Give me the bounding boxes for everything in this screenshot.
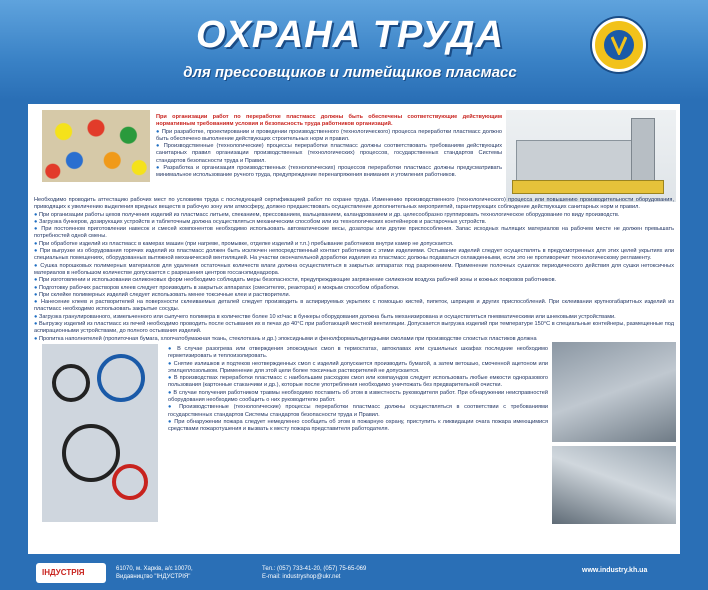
page-subtitle: для прессовщиков и литейщиков пласмасс <box>183 64 517 81</box>
footer-contacts: Тел.: (057) 733-41-20, (057) 75-65-069 E-mail: industryshop@ukr.net <box>262 566 367 580</box>
main-item: При обработке изделий из пластмасс в камерах машин (при нагреве, промывке, отделке изделий и т.п.) пребывание работников внутри камер не допускается. <box>38 240 454 247</box>
main-item: При организации работы цехов получения изделий из пластмасс литьем, спеканием, прессованием, вальцеванием, каландрованием и др. целесообразно группировать технологическое оборудование по виду производств. <box>38 211 620 218</box>
footer-website[interactable]: www.industry.kh.ua <box>582 567 648 574</box>
lower-item: В случае получения работником травмы необходимо поставить об этом в известность руководителя работ. При обнаружении неисправностей оборудования необходимо сообщить о них руководителю работ. <box>168 389 548 404</box>
lower-item: При обнаружении пожара следует немедленно сообщить об этом в пожарную охрану, приступить к ликвидации очага пожара имеющимися средствами пожаротушения и вызвать к месту пожара представителя работодателя. <box>168 418 549 433</box>
lower-lead: В случае разогрева или отверждения эпоксидных смол в термостатах, автоклавах или сушильных шкафах последние необходимо герметизировать и теплоизолировать. <box>168 346 548 360</box>
main-item: При постоянном приготовлении навесок и смесей компонентов необходимо использовать автоматические весы, дозаторы или другие приспособления. Запас исходных пылящих материалов на рабочем месте не должен превышать потребностей одной смены. <box>34 226 674 240</box>
lower-item: Производственные (технологические) процессы переработки пластмасс должны осуществляться в соответствии с требованиями государственных стандартов Системы стандартов безопасности труда и Правил. <box>168 404 548 418</box>
main-item: Подготовку рабочих растворов клеев следует производить в закрытых аппаратах (смесителях, реакторах) и мокрым способом обработки. <box>38 284 400 291</box>
main-item: При изготовлении и использовании силиконовых форм необходимо соблюдать меры безопасности, предупреждающие загрязнение силиконом воздуха рабочей зоны и кожных покровов работников. <box>38 277 557 284</box>
main-lead: Необходимо проводить аттестацию рабочих мест по условиям труда с последующей сертификацией работ по охране труда. Изменению производственного (технологического) процесса или повышению производительности оборудования, приводящих к увеличению выделения вредных веществ в рабочую зону или атмосферу, должно предшествовать осуществление дополнительных мероприятий, гарантирующих соблюдение действующих санитарных норм и правил. <box>34 197 674 211</box>
main-item: Загрузка гранулированного, измельченного или сыпучего полимера в количестве более 10 кг/час в бункеры оборудования должна быть механизирована и осуществляться пневматическими или шнековыми устройствами. <box>38 313 616 320</box>
intro-item: Производственные (технологические) процессы переработки пластмасс должны соответствовать требованиям действующих санитарных правил организации производственных (технологических) процессов, государственных стандартов Системы стандартов безопасности труда и Правил. <box>156 143 502 164</box>
factory-floor-image <box>552 342 676 442</box>
main-item: При выгрузке из оборудования горячих изделий из пластмасс должен быть исключен непосредственный контакт работников с этими изделиями. Остывание изделий следует осуществлять в предусмотренных для этих целей укрытиях или специальных помещениях, оборудованных вытяжной механической вентиляцией. На участки окончательной доработки изделия из пластмасс должны подаваться охлажденными, если это не противоречит технологическому регламенту. <box>34 248 674 262</box>
lower-item: В производствах переработки пластмасс с наибольшим расходом смол или компаундов следует использовать любые емкости одноразового пользования (картонные стаканчики и др.), которые после употребления необходимо уничтожать без предварительной очистки. <box>168 375 548 389</box>
plastic-pellets-image <box>42 110 150 182</box>
footer-address: 61070, м. Харків, а/с 10070, Видавництво "ІНДУСТРІЯ" <box>116 566 193 580</box>
intro-item: Разработка и организация производственных (технологических) процессов переработки пластмасс должны предусматривать минимальное использование ручного труда, предупреждение перенапряжения внимания и утомления работников. <box>156 165 502 179</box>
intro-item: При разработке, проектировании и проведении производственного (технологического) процесса переработки пластмасс должно быть обеспечено выполнение действующих строительных норм и правил. <box>156 128 502 142</box>
main-item: Загрузка бункеров, дозирующих устройств и таблеточным должна осуществляться механическим способом или из технологических контейнеров и растарочных устройств. <box>38 218 487 225</box>
intro-lead: При организации работ по переработке пластмасс должны быть обеспечены соответствующие действующим нормативным требованиям условия и безопасность труда работников организаций. <box>156 114 502 128</box>
workshop-image <box>552 446 676 524</box>
main-item: Выгрузку изделий из пластмасс из печей необходимо проводить после остывания их в печах до 40°С при работающей местной вентиляции. Допускается выгрузка изделий при температуре 150°С в специальные контейнеры, размещенные под аспирационными устройствами, до полного остывания изделий. <box>34 321 674 335</box>
footer <box>0 556 708 590</box>
main-item: Сушка порошковых полимерных материалов для удаления остаточных количеств влаги должна осуществляться в закрытых аппаратах под разрежением. Применение полочных сушилок периодического действия для сушки нетоксичных материалов в небольшом количестве допускается с разрешения центров госсанэпиднадзора. <box>34 262 674 276</box>
lower-item: Снятие излишков и подтеков неотвержденных смол с изделий допускается производить бумагой, а затем ветошью, смоченной ацетоном или этилцеллозольвом. Применение для этой цели более токсичных растворителей не допускается. <box>168 360 549 374</box>
main-item: При склейке полимерных изделий следует использовать менее токсичные клеи и растворители. <box>38 291 291 298</box>
intro-text-block: При организации работ по переработке пластмасс должны быть обеспечены соответствующие действующим нормативным требованиям условия и безопасность труда работников организаций. ● При разработке, проектировании и проведении производственного (технологического) процесса переработки пластмасс должно быть обеспечено выполнение действующих строительных норм и правил. ● Производственные (технологические) процессы переработки пластмасс должны соответствовать требованиям действующих санитарных правил организации производственных (технологических) процессов, государственных стандартов Системы стандартов безопасности труда и Правил. ● Разработка и организация производственных (технологических) процессов переработки пластмасс должны предусматривать минимальное использование ручного труда, предупреждение перенапряжения внимания и утомления работников. <box>156 114 502 179</box>
main-text-block: Необходимо проводить аттестацию рабочих мест по условиям труда с последующей сертификацией работ по охране труда. Изменению производственного (технологического) процесса или повышению производительности оборудования, приводящих к увеличению выделения вредных веществ в рабочую зону или атмосферу, должно предшествовать осуществление дополнительных мероприятий, гарантирующих соблюдение действующих санитарных норм и правил. ● При организации работы цехов получения изделий из пластмасс литьем, спеканием, прессованием, вальцеванием, каландрованием и др. целесообразно группировать технологическое оборудование по виду производств. ● Загрузка бункеров, дозирующих устройств и таблеточным должна осуществляться механическим способом или из технологических контейнеров и растарочных устройств. ● При постоянном приготовлении навесок и смесей компонентов необходимо использовать автоматические весы, дозаторы или другие приспособления. Запас исходных пылящих материалов на рабочем месте не должен превышать потребностей одной смены. ● При обработке изделий из пластмасс в камерах машин (при нагреве, промывке, отделке изделий и т.п.) пребывание работников внутри камер не допускается. ● При выгрузке из оборудования горячих изделий из пластмасс должен быть исключен непосредственный контакт работников с этими изделиями. Остывание изделий следует осуществлять в предусмотренных для этих целей укрытиях или специальных помещениях, оборудованных вытяжной механической вентиляцией. На участки окончательной доработки изделия из пластмасс должны подаваться охлажденными, если это не противоречит технологическому регламенту. ● Сушка порошковых полимерных материалов для удаления остаточных количеств влаги должна осуществляться в закрытых аппаратах под разрежением. Применение полочных сушилок периодического действия для сушки нетоксичных материалов в небольшом количестве допускается с разрешения центров госсанэпиднадзора. ● При изготовлении и использовании силиконовых форм необходимо соблюдать меры безопасности, предупреждающие загрязнение силиконом воздуха рабочей зоны и кожных покровов работников. ● Подготовку рабочих растворов клеев следует производить в закрытых аппаратах (смесителях, реакторах) и мокрым способом обработки. ● При склейке полимерных изделий следует использовать менее токсичные клеи и растворители. ● Нанесение клеев и растворителей на поверхности склеиваемых деталей следует производить в аспирируемых укрытиях с помощью кистей, пипеток, шприцев и других приспособлений. При склеивании крупногабаритных изделий из пластмасс необходимо использовать закрытые сосуды. ● Загрузка гранулированного, измельченного или сыпучего полимера в количестве более 10 кг/час в бункеры оборудования должна быть механизирована и осуществляться пневматическими или шнековыми устройствами. ● Выгрузку изделий из пластмасс из печей необходимо проводить после остывания их в печах до 40°С при работающей местной вентиляции. Допускается выгрузка изделий при температуре 150°С в специальные контейнеры, размещенные под аспирационными устройствами, до полного остывания изделий. ● Пропитка наполнителей (пропиточная бумага, хлопчатобумажная ткань, стеклоткань и др.) эпоксидными и фенолформальдегидными смолами при производстве слоистых пластиков должна <box>34 197 674 342</box>
lower-text-block: ● В случае разогрева или отверждения эпоксидных смол в термостатах, автоклавах или сушильных шкафах последние необходимо герметизировать и теплоизолировать. ● Снятие излишков и подтеков неотвержденных смол с изделий допускается производить бумагой, а затем ветошью, смоченной ацетоном или этилцеллозольвом. Применение для этой цели более токсичных растворителей не допускается. ● В производствах переработки пластмасс с наибольшим расходом смол или компаундов следует использовать любые емкости одноразового пользования (картонные стаканчики и др.), которые после употребления необходимо уничтожать без предварительной очистки. ● В случае получения работником травмы необходимо поставить об этом в известность руководителя работ. При обнаружении неисправностей оборудования необходимо сообщить о них руководителю работ. ● Производственные (технологические) процессы переработки пластмасс должны осуществляться в соответствии с требованиями государственных стандартов Системы стандартов безопасности труда и Правил. ● При обнаружении пожара следует немедленно сообщить об этом в пожарную охрану, приступить к ликвидации очага пожара имеющимися средствами пожаротушения и вызвать к месту пожара представителя работодателя. <box>168 346 549 433</box>
publisher-logo: ІНДУСТРІЯ <box>36 563 106 583</box>
emblem-icon <box>592 18 646 72</box>
page-title: ОХРАНА ТРУДА <box>195 14 505 56</box>
plastic-parts-image <box>42 344 158 522</box>
main-item: Нанесение клеев и растворителей на поверхности склеиваемых деталей следует производить в аспирируемых укрытиях с помощью кистей, пипеток, шприцев и других приспособлений. При склеивании крупногабаритных изделий из пластмасс необходимо использовать закрытые сосуды. <box>34 299 674 313</box>
main-item: Пропитка наполнителей (пропиточная бумага, хлопчатобумажная ткань, стеклоткань и др.) эпоксидными и фенолформальдегидными смолами при производстве слоистых пластиков должна <box>38 335 537 342</box>
content-panel <box>28 104 680 554</box>
injection-machine-image <box>506 110 676 202</box>
